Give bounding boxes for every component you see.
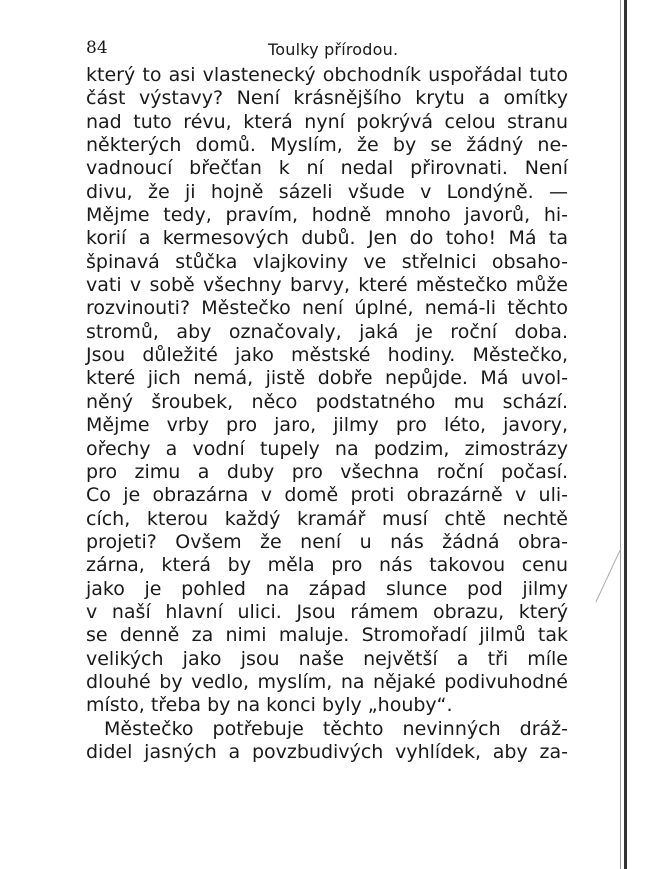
text-line: část výstavy? Není krásnějšího krytu a omítky [86, 87, 568, 110]
text-line: špinavá stůčka vlajkoviny ve střelnici obsaho- [86, 250, 568, 273]
text-line-paragraph-start: Městečko potřebuje těchto nevinných dráž- [104, 717, 568, 740]
text-line: projeti? Ovšem že není u nás žádná obra- [86, 530, 568, 553]
text-line: vadnoucí břečťan k ní nedal přirovnati. Není [86, 157, 568, 180]
text-line: se denně za nimi maluje. Stromořadí jilmů tak [86, 624, 568, 647]
text-line: stromů, aby označovaly, jaká je roční doba. [86, 320, 568, 343]
page-edge [624, 0, 627, 869]
text-line: velikých jako jsou naše největší a tři míle [86, 647, 568, 670]
text-line: divu, že ji hojně sázeli všude v Londýně. — [86, 180, 568, 203]
text-line: Co je obrazárna v domě proti obrazárně v uli- [86, 484, 568, 507]
text-line: ořechy a vodní tupely na podzim, zimostrázy [86, 437, 568, 460]
text-line: korií a kermesových dubů. Jen do toho! Má ta [86, 227, 568, 250]
text-line: didel jasných a povzbudivých vyhlídek, aby za- [86, 740, 568, 763]
text-line: v naší hlavní ulici. Jsou rámem obrazu, který [86, 600, 568, 623]
text-line: některých domů. Myslím, že by se žádný ne- [86, 134, 568, 157]
text-line: vati v sobě všechny barvy, které městečko může [86, 274, 568, 297]
running-title: Toulky přírodou. [268, 40, 399, 59]
text-line: dlouhé by vedlo, myslím, na nějaké podivuhodné [86, 670, 568, 693]
text-line: Mějme tedy, pravím, hodně mnoho javorů, hi- [86, 204, 568, 227]
scan-mark [595, 548, 621, 603]
body-text [86, 64, 568, 764]
text-line: něný šroubek, něco podstatného mu schází. [86, 390, 568, 413]
text-line: rozvinouti? Městečko není úplné, nemá-li těchto [86, 297, 568, 320]
page-number: 84 [86, 38, 108, 58]
text-line: pro zimu a duby pro všechna roční počasí. [86, 460, 568, 483]
text-line: Jsou důležité jako městské hodiny. Městečko, [86, 344, 568, 367]
text-line: cích, kterou každý kramář musí chtě nechtě [86, 507, 568, 530]
text-line: zárna, která by měla pro nás takovou cenu [86, 554, 568, 577]
text-line: jako je pohled na západ slunce pod jilmy [86, 577, 568, 600]
text-line: nad tuto révu, která nyní pokrývá celou stranu [86, 110, 568, 133]
text-line: který to asi vlastenecký obchodník uspořádal tuto [86, 64, 568, 86]
text-line: které jich nemá, jistě dobře nepůjde. Má uvol- [86, 367, 568, 390]
text-line: Mějme vrby pro jaro, jilmy pro léto, javory, [86, 414, 568, 437]
text-line: místo, třeba by na konci byly „houby“. [86, 694, 453, 717]
page-edge-shadow [620, 0, 621, 869]
